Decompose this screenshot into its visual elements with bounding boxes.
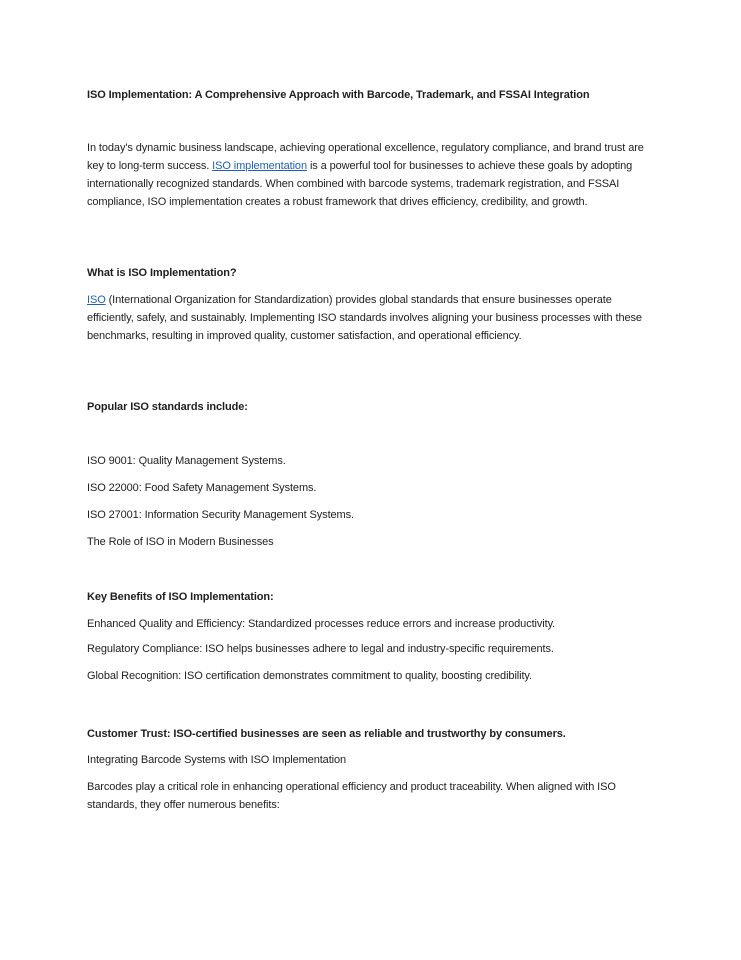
intro-text-start: In today's dynamic business landscape, achieving operational excellence, regulatory compliance, and brand trust are key to long-term success. bbox=[87, 142, 644, 172]
standard-item: ISO 9001: Quality Management Systems. bbox=[87, 455, 286, 467]
benefit-item: Global Recognition: ISO certification demonstrates commitment to quality, boosting credibility. bbox=[87, 670, 532, 682]
iso-link[interactable]: ISO bbox=[87, 294, 106, 306]
intro-paragraph bbox=[87, 139, 652, 211]
standard-item: The Role of ISO in Modern Businesses bbox=[87, 536, 274, 548]
benefit-item: Regulatory Compliance: ISO helps businesses adhere to legal and industry-specific requirements. bbox=[87, 643, 554, 655]
what-is-iso-heading: What is ISO Implementation? bbox=[87, 267, 237, 279]
what-is-iso-paragraph bbox=[87, 291, 652, 345]
key-benefits-heading: Key Benefits of ISO Implementation: bbox=[87, 591, 274, 603]
barcode-paragraph: Barcodes play a critical role in enhancing operational efficiency and product traceability. When aligned with ISO standards, they offer numerous benefits: bbox=[87, 781, 616, 811]
popular-standards-heading: Popular ISO standards include: bbox=[87, 401, 248, 413]
customer-trust-heading: Customer Trust: ISO-certified businesses are seen as reliable and trustworthy by consumers. bbox=[87, 728, 566, 740]
benefit-item: Enhanced Quality and Efficiency: Standardized processes reduce errors and increase productivity. bbox=[87, 618, 556, 630]
standard-item: ISO 22000: Food Safety Management Systems. bbox=[87, 482, 317, 494]
iso-implementation-link[interactable]: ISO implementation bbox=[212, 160, 307, 172]
standard-item: ISO 27001: Information Security Management Systems. bbox=[87, 509, 354, 521]
barcode-subheading: Integrating Barcode Systems with ISO Implementation bbox=[87, 754, 347, 766]
document-title: ISO Implementation: A Comprehensive Approach with Barcode, Trademark, and FSSAI Integration bbox=[87, 89, 590, 101]
what-is-iso-text: (International Organization for Standardization) provides global standards that ensure businesses operate efficiently, safely, and sustainably. Implementing ISO standards involves aligning your business processes with these benchmarks, resulting in improved quality, customer satisfaction, and operational efficiency. bbox=[87, 294, 642, 342]
intro-text-end: is a powerful tool for businesses to achieve these goals by adopting internationally recognized standards. When combined with barcode systems, trademark registration, and FSSAI compliance, ISO implementation creates a robust framework that drives efficiency, credibility, and growth. bbox=[87, 160, 633, 208]
